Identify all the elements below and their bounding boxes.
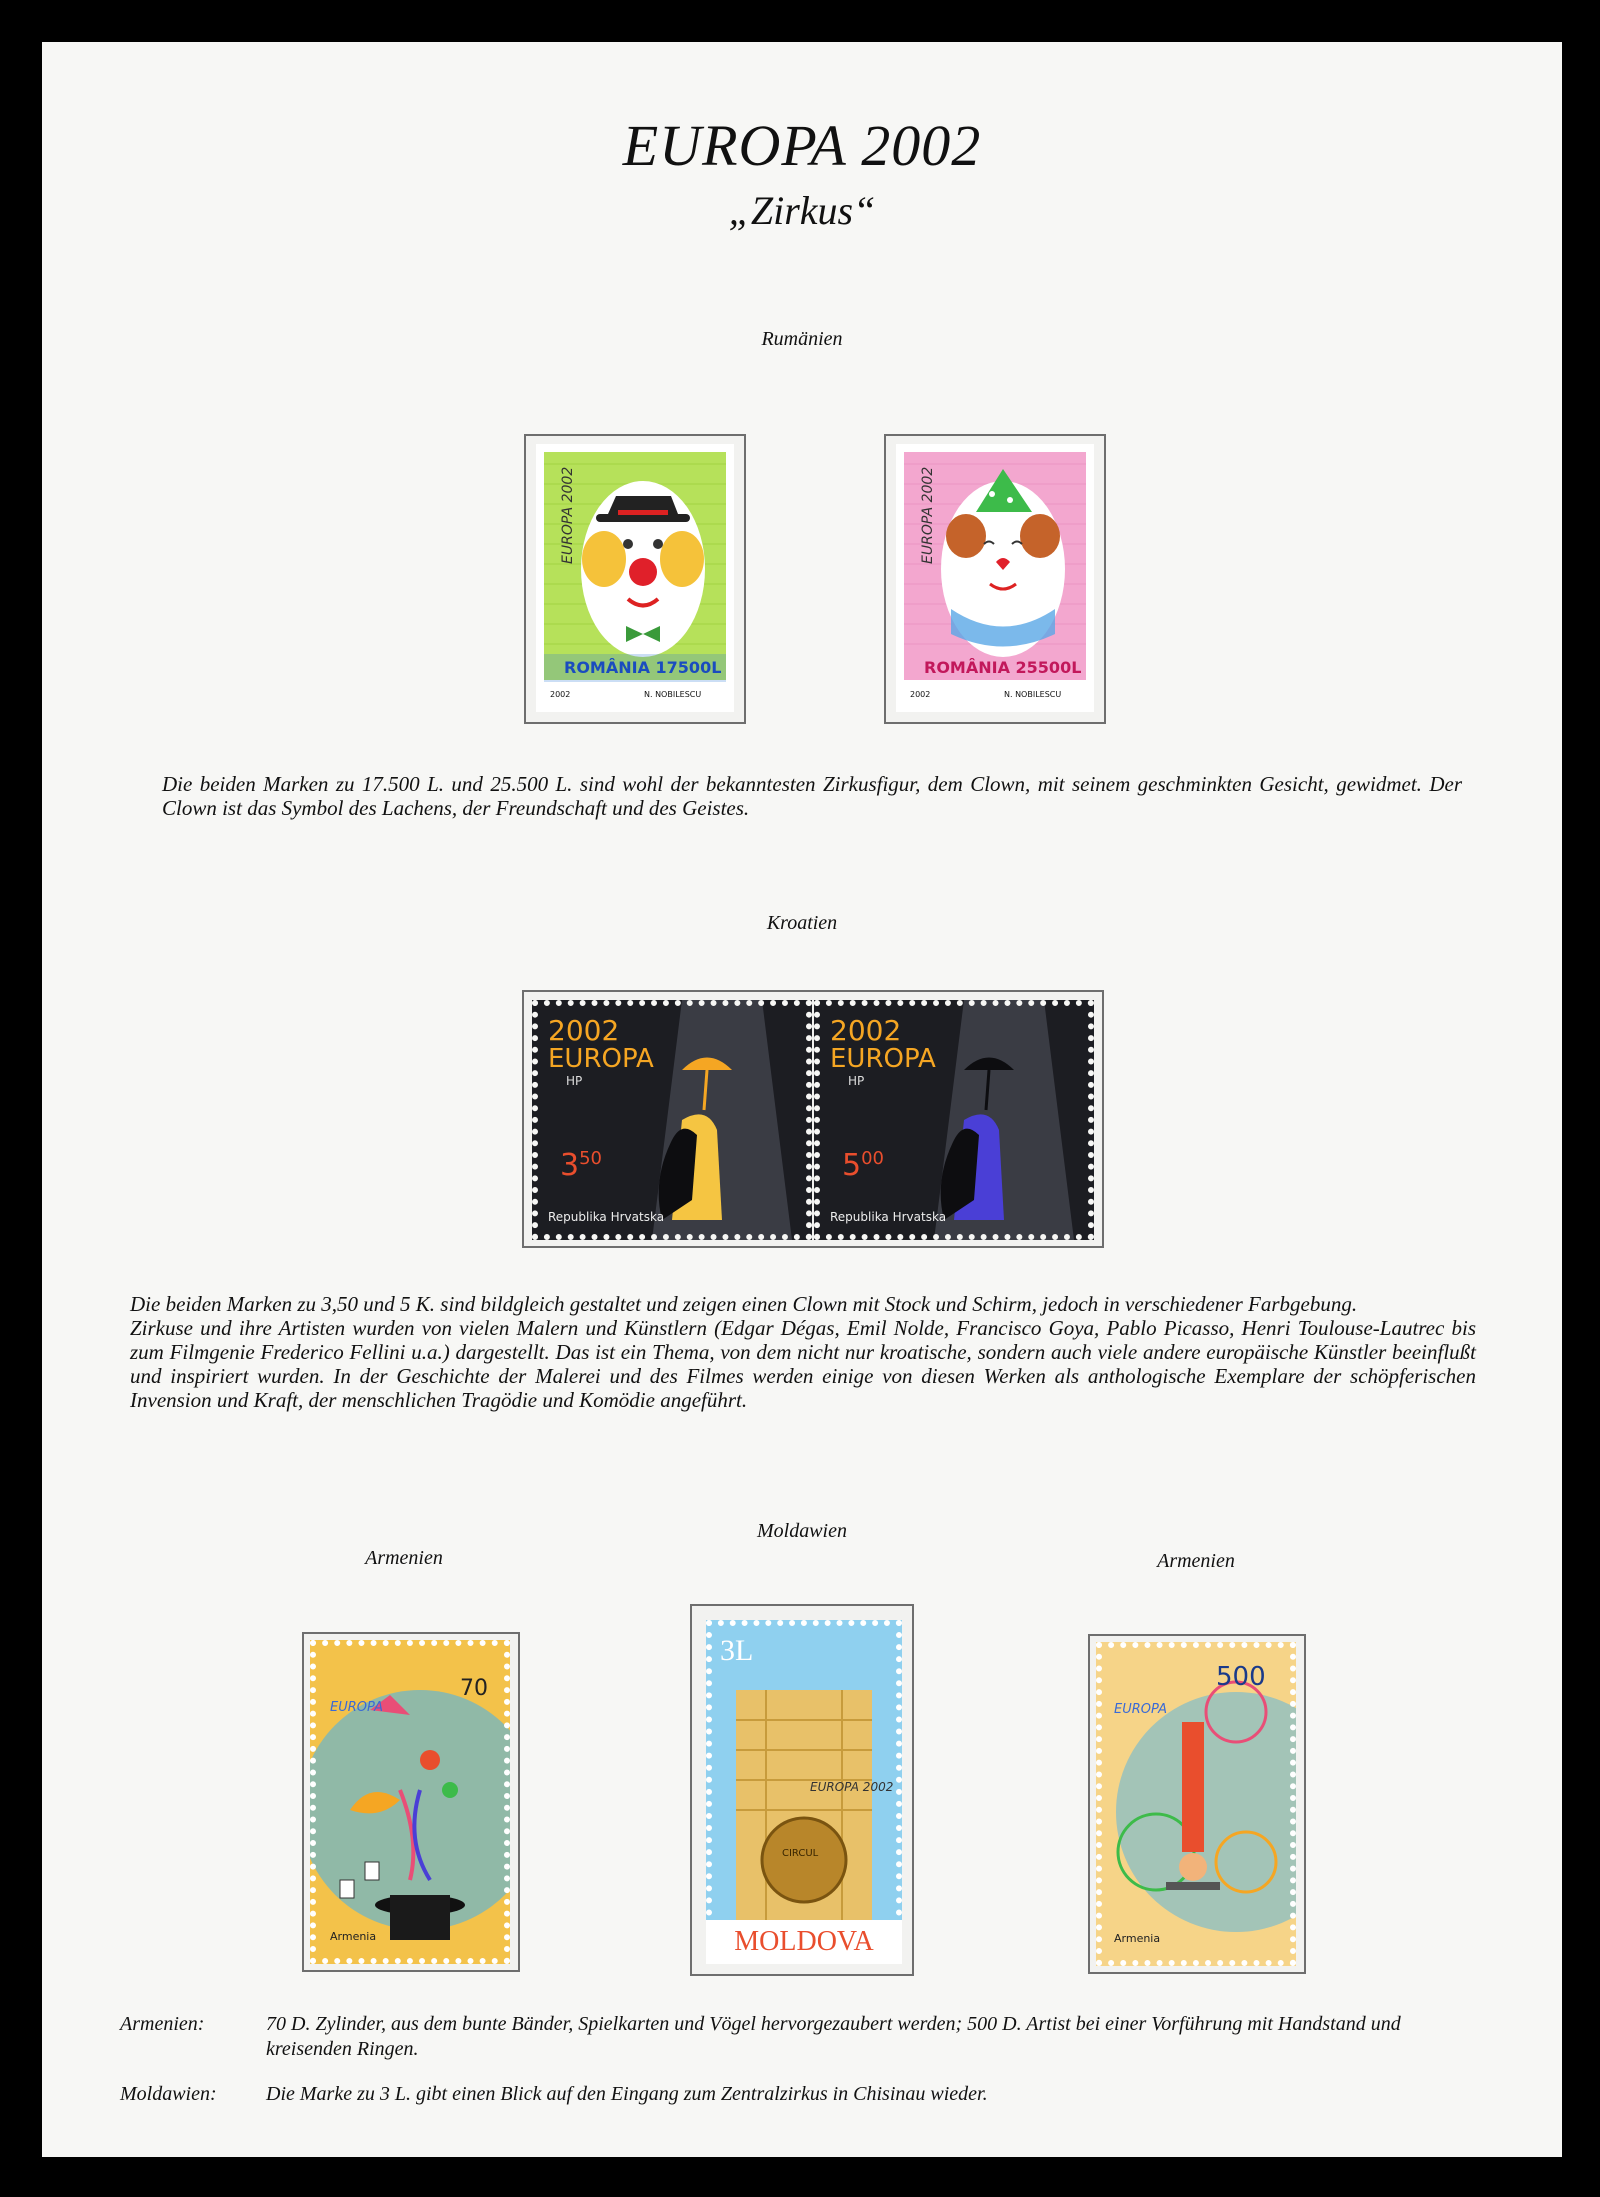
stamp-post: HP — [848, 1074, 865, 1088]
stamp-mount-armenia-500 — [1088, 1634, 1306, 1974]
stamp-brand: EUROPA 2002 — [810, 1780, 894, 1794]
croatia-description — [130, 1292, 1476, 1412]
stamp-year: 2002 — [830, 1014, 902, 1047]
stamp-country: Republika Hrvatska — [548, 1210, 665, 1224]
stamp-inscription: CIRCUL — [782, 1848, 819, 1859]
stamp-mount-romania-2 — [884, 434, 1106, 724]
stamp-value: 70 — [460, 1676, 488, 1701]
country-label-romania: Rumänien — [761, 328, 843, 350]
note-label-moldova: Moldawien: — [120, 2083, 217, 2105]
stamp-brand: EUROPA — [548, 1044, 654, 1074]
stamp-brand: EUROPA 2002 — [920, 466, 936, 564]
stamp-country: MOLDOVA — [734, 1926, 874, 1957]
stamp-post: HP — [566, 1074, 583, 1088]
stamp-romania-17500 — [536, 444, 734, 712]
stamp-mount-romania-1 — [524, 434, 746, 724]
romania-description: Die beiden Marken zu 17.500 L. und 25.500 L. sind wohl der bekanntesten Zirkusfigur, dem Clown, mit seinem geschminkten Gesicht, gewidmet. Der Clown ist das Symbol des Lachens, der Freundschaft und des Geistes. — [162, 772, 1462, 820]
stamp-armenia-500 — [1096, 1642, 1296, 1966]
stamp-country: Armenia — [330, 1930, 377, 1943]
stamp-croatia-350 — [532, 1000, 812, 1240]
country-label-armenia-left: Armenien — [365, 1547, 443, 1569]
page-title: EUROPA 2002 — [622, 113, 982, 178]
acrobat-rings-image — [1096, 1642, 1296, 1966]
note-label-armenia: Armenien: — [120, 2013, 205, 2035]
stamp-designer: N. NOBILESCU — [644, 690, 702, 699]
stamp-designer: N. NOBILESCU — [1004, 690, 1062, 699]
stamp-brand: EUROPA — [830, 1044, 936, 1074]
stamp-year: 2002 — [910, 690, 931, 699]
stamp-mount-moldova — [690, 1604, 914, 1976]
stamp-country: Republika Hrvatska — [830, 1210, 947, 1224]
stamp-mount-croatia — [522, 990, 1104, 1248]
note-text-moldova: Die Marke zu 3 L. gibt einen Blick auf den Eingang zum Zentralzirkus in Chisinau wieder. — [266, 2083, 988, 2105]
stamp-value: $5^{00}$ — [842, 1148, 884, 1183]
stamp-brand: EUROPA — [330, 1700, 384, 1715]
album-page — [42, 42, 1562, 2157]
country-label-moldova: Moldawien — [757, 1520, 847, 1542]
country-label-croatia: Kroatien — [766, 912, 838, 934]
stamp-armenia-70 — [310, 1640, 510, 1964]
stamp-brand: EUROPA 2002 — [560, 466, 576, 564]
note-text-armenia: 70 D. Zylinder, aus dem bunte Bänder, Spielkarten und Vögel hervorgezaubert werden; 500 D. Artist bei einer Vorführung mit Handstand und kreisenden Ringen. — [266, 2013, 1401, 2060]
stamp-croatia-500 — [814, 1000, 1094, 1240]
stamp-year: 2002 — [548, 1014, 620, 1047]
stamp-country: ROMÂNIA 25500L — [924, 658, 1082, 677]
stamp-brand: EUROPA — [1114, 1702, 1168, 1717]
stamp-moldova-3l — [706, 1620, 902, 1964]
stamp-country: ROMÂNIA 17500L — [564, 658, 722, 677]
stamp-value: $3^{50}$ — [560, 1148, 602, 1183]
stamp-value: 3L — [720, 1634, 754, 1667]
croatia-paragraph-1: Die beiden Marken zu 3,50 und 5 K. sind bildgleich gestaltet und zeigen einen Clown mit Stock und Schirm, jedoch in verschiedener Farbgebung. — [130, 1292, 1358, 1316]
croatia-paragraph-2: Zirkuse und ihre Artisten wurden von vielen Malern und Künstlern (Edgar Dégas, Emil Nolde, Francisco Goya, Pablo Picasso, Henri Toulouse-Lautrec bis zum Filmgenie Frederico Fellini u.a.) dargestellt. Das ist ein Thema, von dem nicht nur kroatische, sondern auch viele andere europäische Künstler beeinflußt und inspiriert wurden. In der Geschichte der Malerei und des Filmes werden einige von diesen Werken als anthologische Exemplare der schöpferischen Invension und Kraft, der menschlichen Tragödie und Komödie angeführt. — [130, 1316, 1476, 1412]
stamp-country: Armenia — [1114, 1932, 1161, 1945]
stamp-mount-armenia-70 — [302, 1632, 520, 1972]
stamp-romania-25500 — [896, 444, 1094, 712]
stamp-year: 2002 — [550, 690, 571, 699]
country-label-armenia-right: Armenien — [1157, 1550, 1235, 1572]
stamp-value: 500 — [1216, 1662, 1266, 1692]
page-subtitle: „Zirkus“ — [728, 188, 876, 233]
